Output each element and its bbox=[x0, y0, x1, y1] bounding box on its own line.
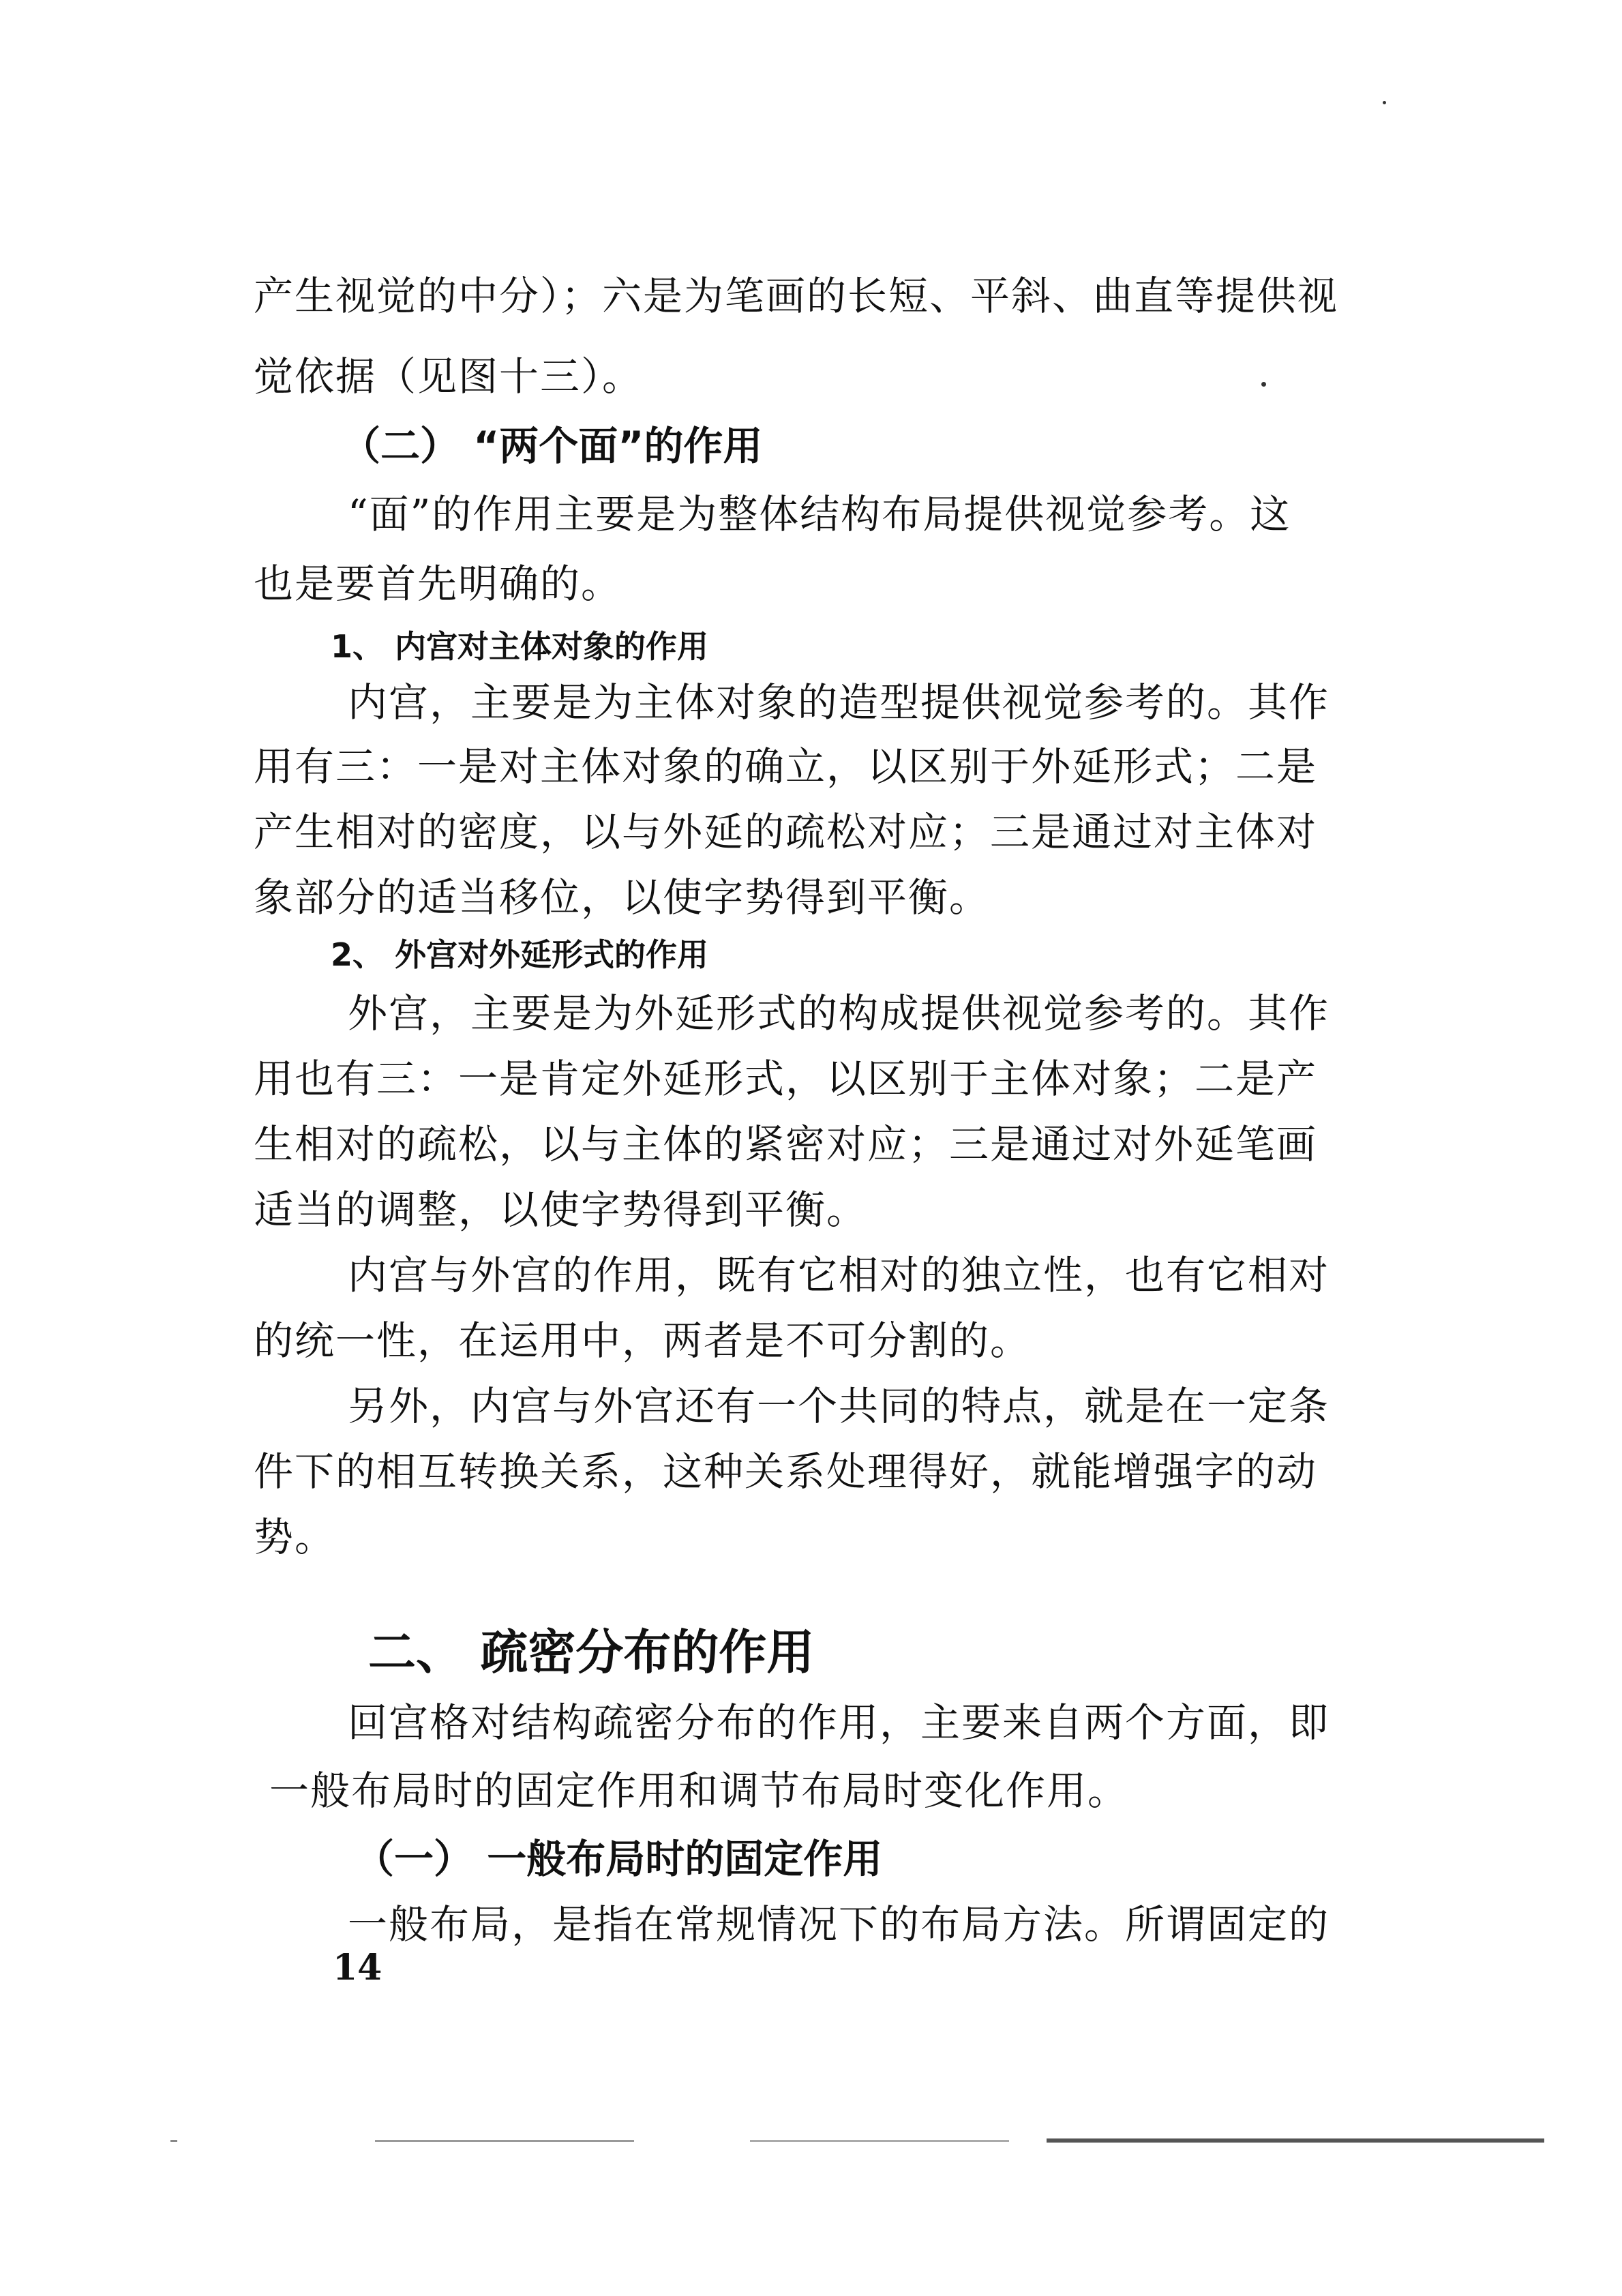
scan-line-artifact bbox=[1047, 2138, 1544, 2143]
text-line: 外宫，主要是为外延形式的构成提供视觉参考的。其作 bbox=[348, 990, 1330, 1037]
page-number: 14 bbox=[333, 1947, 382, 1988]
text-line: “面”的作用主要是为整体结构布局提供视觉参考。这 bbox=[348, 491, 1291, 537]
scan-speck bbox=[1383, 101, 1386, 104]
section-heading: 二、 疏密分布的作用 bbox=[368, 1624, 815, 1680]
scan-line-artifact bbox=[375, 2140, 634, 2142]
subsection-heading: （二） “两个面”的作用 bbox=[341, 423, 763, 469]
scan-line-artifact bbox=[170, 2140, 177, 2142]
scan-speck bbox=[1261, 382, 1266, 387]
text-line: 内宫与外宫的作用，既有它相对的独立性，也有它相对 bbox=[348, 1252, 1330, 1298]
scan-line-artifact bbox=[750, 2140, 1009, 2142]
text-line: 生相对的疏松，以与主体的紧密对应；三是通过对外延笔画 bbox=[254, 1121, 1318, 1167]
text-line: 也是要首先明确的。 bbox=[254, 561, 622, 607]
text-line: 适当的调整，以使字势得到平衡。 bbox=[254, 1187, 868, 1233]
text-line: 另外，内宫与外宫还有一个共同的特点，就是在一定条 bbox=[348, 1383, 1330, 1429]
item-heading: 2、 外宫对外延形式的作用 bbox=[331, 936, 709, 973]
item-heading: 1、 内宫对主体对象的作用 bbox=[331, 628, 709, 665]
text-line: 的统一性，在运用中，两者是不可分割的。 bbox=[254, 1317, 1032, 1364]
text-line: 产生相对的密度，以与外延的疏松对应；三是通过对主体对 bbox=[254, 809, 1318, 855]
text-line: 势。 bbox=[254, 1514, 336, 1560]
text-line: 件下的相互转换关系，这种关系处理得好，就能增强字的动 bbox=[254, 1448, 1318, 1495]
text-line: 觉依据（见图十三）。 bbox=[254, 353, 644, 400]
text-line: 回宫格对结构疏密分布的作用，主要来自两个方面，即 bbox=[348, 1699, 1330, 1746]
subsection-heading: （一） 一般布局时的固定作用 bbox=[355, 1836, 883, 1882]
text-line: 用也有三：一是肯定外延形式，以区别于主体对象；二是产 bbox=[254, 1056, 1318, 1102]
text-line: 用有三：一是对主体对象的确立，以区别于外延形式；二是 bbox=[254, 743, 1318, 790]
text-line: 产生视觉的中分）；六是为笔画的长短、平斜、曲直等提供视 bbox=[254, 273, 1339, 319]
text-line: 一般布局时的固定作用和调节布局时变化作用。 bbox=[269, 1768, 1129, 1814]
text-line: 一般布局，是指在常规情况下的布局方法。所谓固定的 bbox=[348, 1901, 1330, 1948]
text-line: 内宫，主要是为主体对象的造型提供视觉参考的。其作 bbox=[348, 679, 1330, 726]
text-line: 象部分的适当移位，以使字势得到平衡。 bbox=[254, 874, 991, 921]
